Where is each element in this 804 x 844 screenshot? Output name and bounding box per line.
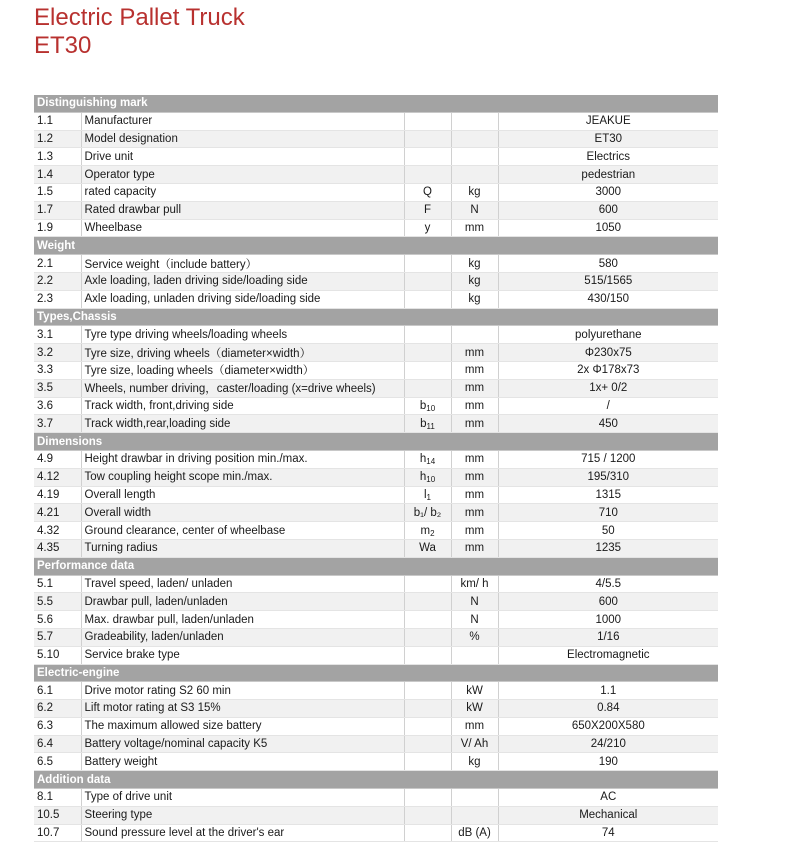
spec-label: Drive motor rating S2 60 min [81, 682, 404, 700]
spec-symbol [404, 824, 451, 842]
spec-symbol [404, 611, 451, 629]
spec-label: Track width, front,driving side [81, 397, 404, 415]
spec-row [34, 272, 718, 290]
spec-number: 1.5 [34, 183, 81, 201]
spec-number: 1.1 [34, 112, 81, 130]
spec-value: 715 / 1200 [498, 450, 718, 468]
spec-label: Battery voltage/nominal capacity K5 [81, 735, 404, 753]
spec-label: Axle loading, unladen driving side/loading side [81, 290, 404, 308]
spec-row [34, 504, 718, 522]
spec-row [34, 201, 718, 219]
spec-unit [451, 789, 498, 807]
spec-number: 1.4 [34, 166, 81, 184]
spec-value: / [498, 397, 718, 415]
spec-symbol [404, 789, 451, 807]
section-header [34, 237, 718, 255]
spec-value: 1000 [498, 611, 718, 629]
spec-number: 4.12 [34, 468, 81, 486]
spec-unit: mm [451, 379, 498, 397]
section-header [34, 308, 718, 326]
spec-label: Rated drawbar pull [81, 201, 404, 219]
spec-label: Wheels, number driving，caster/loading (x=drive wheels) [81, 379, 404, 397]
spec-label: Ground clearance, center of wheelbase [81, 522, 404, 540]
section-title: Electric-engine [34, 664, 718, 682]
spec-symbol [404, 183, 451, 201]
spec-label: Steering type [81, 806, 404, 824]
spec-row [34, 148, 718, 166]
spec-label: Battery weight [81, 753, 404, 771]
spec-row [34, 575, 718, 593]
spec-unit: mm [451, 361, 498, 379]
document-title [34, 4, 245, 60]
spec-number: 3.1 [34, 326, 81, 344]
spec-unit: dB (A) [451, 824, 498, 842]
spec-symbol [404, 112, 451, 130]
section-title: Distinguishing mark [34, 95, 718, 112]
symbol-subscript: 1 [426, 492, 431, 502]
spec-number: 3.5 [34, 379, 81, 397]
spec-unit [451, 112, 498, 130]
spec-value: polyurethane [498, 326, 718, 344]
spec-label: Track width,rear,loading side [81, 415, 404, 433]
spec-row [34, 735, 718, 753]
spec-unit: mm [451, 522, 498, 540]
spec-label: Wheelbase [81, 219, 404, 237]
spec-label: rated capacity [81, 183, 404, 201]
spec-value: 4/5.5 [498, 575, 718, 593]
spec-symbol [404, 735, 451, 753]
spec-unit: kW [451, 682, 498, 700]
spec-value: 1.1 [498, 682, 718, 700]
section-header [34, 664, 718, 682]
spec-label: Gradeability, laden/unladen [81, 628, 404, 646]
spec-row [34, 539, 718, 557]
symbol-main: b [419, 399, 427, 412]
spec-value: 650X200X580 [498, 717, 718, 735]
spec-row [34, 593, 718, 611]
spec-number: 1.2 [34, 130, 81, 148]
spec-value: Electrics [498, 148, 718, 166]
spec-number: 6.4 [34, 735, 81, 753]
symbol-subscript: 2 [430, 528, 435, 538]
spec-symbol [404, 450, 451, 468]
spec-number: 1.3 [34, 148, 81, 166]
symbol-main: h [419, 471, 427, 484]
spec-label: Tow coupling height scope min./max. [81, 468, 404, 486]
spec-number: 5.10 [34, 646, 81, 664]
spec-row [34, 468, 718, 486]
spec-number: 10.7 [34, 824, 81, 842]
spec-value: Mechanical [498, 806, 718, 824]
spec-number: 4.19 [34, 486, 81, 504]
spec-number: 5.6 [34, 611, 81, 629]
spec-label: Service weight（include battery） [81, 255, 404, 273]
spec-label: The maximum allowed size battery [81, 717, 404, 735]
spec-label: Max. drawbar pull, laden/unladen [81, 611, 404, 629]
spec-row [34, 415, 718, 433]
spec-unit: mm [451, 504, 498, 522]
spec-value: 580 [498, 255, 718, 273]
spec-row [34, 183, 718, 201]
spec-table-body [34, 95, 718, 842]
spec-unit: mm [451, 468, 498, 486]
spec-label: Manufacturer [81, 112, 404, 130]
spec-symbol [404, 717, 451, 735]
spec-symbol [404, 575, 451, 593]
symbol-main: b₁/ b₂ [413, 506, 442, 519]
spec-symbol [404, 379, 451, 397]
section-title: Weight [34, 237, 718, 255]
spec-symbol [404, 255, 451, 273]
spec-label: Tyre type driving wheels/loading wheels [81, 326, 404, 344]
spec-symbol [404, 361, 451, 379]
spec-row [34, 166, 718, 184]
spec-number: 8.1 [34, 789, 81, 807]
spec-label: Overall width [81, 504, 404, 522]
spec-value: 450 [498, 415, 718, 433]
spec-unit: mm [451, 344, 498, 362]
spec-unit: mm [451, 415, 498, 433]
spec-unit: V/ Ah [451, 735, 498, 753]
spec-unit: mm [451, 397, 498, 415]
spec-row [34, 628, 718, 646]
spec-value: 195/310 [498, 468, 718, 486]
spec-symbol [404, 539, 451, 557]
spec-number: 1.9 [34, 219, 81, 237]
spec-unit: kg [451, 753, 498, 771]
spec-unit [451, 148, 498, 166]
spec-label: Tyre size, loading wheels（diameter×width） [81, 361, 404, 379]
spec-value: Φ230x75 [498, 344, 718, 362]
spec-unit: kg [451, 272, 498, 290]
spec-number: 4.9 [34, 450, 81, 468]
spec-unit: mm [451, 486, 498, 504]
spec-row [34, 486, 718, 504]
spec-label: Type of drive unit [81, 789, 404, 807]
spec-value: 1x+ 0/2 [498, 379, 718, 397]
spec-symbol [404, 593, 451, 611]
spec-value: 2x Φ178x73 [498, 361, 718, 379]
symbol-main: F [423, 204, 432, 217]
spec-value: 1/16 [498, 628, 718, 646]
spec-symbol [404, 700, 451, 718]
spec-value: 430/150 [498, 290, 718, 308]
spec-unit: kg [451, 255, 498, 273]
spec-row [34, 824, 718, 842]
spec-value: 1235 [498, 539, 718, 557]
spec-value: 710 [498, 504, 718, 522]
spec-value: ET30 [498, 130, 718, 148]
spec-unit: mm [451, 539, 498, 557]
spec-symbol [404, 486, 451, 504]
spec-number: 4.32 [34, 522, 81, 540]
spec-row [34, 753, 718, 771]
spec-unit: % [451, 628, 498, 646]
spec-number: 2.2 [34, 272, 81, 290]
symbol-main: Wa [419, 542, 436, 555]
spec-row [34, 130, 718, 148]
spec-label: Overall length [81, 486, 404, 504]
spec-symbol [404, 130, 451, 148]
spec-label: Lift motor rating at S3 15% [81, 700, 404, 718]
spec-unit: km/ h [451, 575, 498, 593]
spec-value: JEAKUE [498, 112, 718, 130]
spec-value: 0.84 [498, 700, 718, 718]
spec-row [34, 255, 718, 273]
spec-unit: kW [451, 700, 498, 718]
spec-number: 4.35 [34, 539, 81, 557]
spec-number: 10.5 [34, 806, 81, 824]
spec-label: Axle loading, laden driving side/loading side [81, 272, 404, 290]
spec-symbol [404, 504, 451, 522]
spec-number: 4.21 [34, 504, 81, 522]
spec-row [34, 344, 718, 362]
spec-row [34, 379, 718, 397]
spec-value: Electromagnetic [498, 646, 718, 664]
spec-row [34, 219, 718, 237]
symbol-subscript: 14 [426, 457, 436, 467]
spec-number: 3.6 [34, 397, 81, 415]
spec-number: 3.3 [34, 361, 81, 379]
spec-number: 5.7 [34, 628, 81, 646]
spec-row [34, 361, 718, 379]
spec-value: 1315 [498, 486, 718, 504]
spec-row [34, 290, 718, 308]
spec-symbol [404, 219, 451, 237]
spec-symbol [404, 148, 451, 166]
spec-symbol [404, 522, 451, 540]
spec-label: Service brake type [81, 646, 404, 664]
spec-number: 2.1 [34, 255, 81, 273]
spec-unit [451, 646, 498, 664]
spec-unit: mm [451, 717, 498, 735]
spec-row [34, 806, 718, 824]
spec-value: 600 [498, 593, 718, 611]
spec-label: Tyre size, driving wheels（diameter×width） [81, 344, 404, 362]
spec-table [34, 95, 718, 842]
spec-number: 5.5 [34, 593, 81, 611]
spec-value: 74 [498, 824, 718, 842]
product-name: Electric Pallet Truck [34, 4, 245, 31]
spec-value: AC [498, 789, 718, 807]
spec-value: 1050 [498, 219, 718, 237]
spec-unit [451, 130, 498, 148]
symbol-main: y [424, 221, 431, 234]
section-title: Performance data [34, 557, 718, 575]
spec-symbol [404, 326, 451, 344]
spec-unit: mm [451, 450, 498, 468]
symbol-subscript: 11 [426, 421, 435, 431]
spec-row [34, 789, 718, 807]
spec-number: 2.3 [34, 290, 81, 308]
spec-symbol [404, 806, 451, 824]
spec-value: 50 [498, 522, 718, 540]
section-title: Dimensions [34, 433, 718, 451]
spec-value: 515/1565 [498, 272, 718, 290]
spec-unit: kg [451, 290, 498, 308]
spec-row [34, 646, 718, 664]
spec-label: Model designation [81, 130, 404, 148]
spec-label: Drive unit [81, 148, 404, 166]
spec-value: 190 [498, 753, 718, 771]
spec-symbol [404, 468, 451, 486]
model-name: ET30 [34, 32, 92, 59]
spec-symbol [404, 290, 451, 308]
spec-row [34, 682, 718, 700]
section-title: Types,Chassis [34, 308, 718, 326]
spec-value: 24/210 [498, 735, 718, 753]
spec-unit: kg [451, 183, 498, 201]
section-header [34, 771, 718, 789]
spec-label: Sound pressure level at the driver's ear [81, 824, 404, 842]
spec-symbol [404, 201, 451, 219]
spec-symbol [404, 415, 451, 433]
spec-row [34, 717, 718, 735]
symbol-main: m [420, 524, 431, 537]
spec-number: 6.3 [34, 717, 81, 735]
section-header [34, 95, 718, 112]
spec-value: 3000 [498, 183, 718, 201]
symbol-subscript: 10 [426, 475, 436, 485]
symbol-main: b [420, 417, 427, 430]
spec-symbol [404, 397, 451, 415]
spec-unit [451, 806, 498, 824]
spec-row [34, 522, 718, 540]
spec-number: 1.7 [34, 201, 81, 219]
spec-row [34, 397, 718, 415]
symbol-subscript: 10 [426, 403, 436, 413]
spec-row [34, 450, 718, 468]
spec-label: Drawbar pull, laden/unladen [81, 593, 404, 611]
spec-row [34, 700, 718, 718]
spec-unit [451, 166, 498, 184]
spec-unit: mm [451, 219, 498, 237]
spec-value: pedestrian [498, 166, 718, 184]
spec-symbol [404, 646, 451, 664]
spec-symbol [404, 344, 451, 362]
symbol-main: l [423, 488, 427, 501]
spec-label: Operator type [81, 166, 404, 184]
spec-unit: N [451, 201, 498, 219]
spec-unit: N [451, 593, 498, 611]
spec-symbol [404, 682, 451, 700]
spec-symbol [404, 628, 451, 646]
section-header [34, 557, 718, 575]
spec-number: 6.5 [34, 753, 81, 771]
spec-number: 3.2 [34, 344, 81, 362]
spec-label: Height drawbar in driving position min./max. [81, 450, 404, 468]
spec-label: Turning radius [81, 539, 404, 557]
spec-symbol [404, 272, 451, 290]
spec-number: 6.1 [34, 682, 81, 700]
section-header [34, 433, 718, 451]
spec-number: 3.7 [34, 415, 81, 433]
spec-symbol [404, 753, 451, 771]
spec-row [34, 611, 718, 629]
symbol-main: h [419, 453, 427, 466]
spec-unit: N [451, 611, 498, 629]
symbol-main: Q [423, 186, 432, 199]
spec-number: 6.2 [34, 700, 81, 718]
spec-label: Travel speed, laden/ unladen [81, 575, 404, 593]
spec-value: 600 [498, 201, 718, 219]
spec-number: 5.1 [34, 575, 81, 593]
spec-row [34, 112, 718, 130]
section-title: Addition data [34, 771, 718, 789]
spec-row [34, 326, 718, 344]
spec-unit [451, 326, 498, 344]
spec-symbol [404, 166, 451, 184]
